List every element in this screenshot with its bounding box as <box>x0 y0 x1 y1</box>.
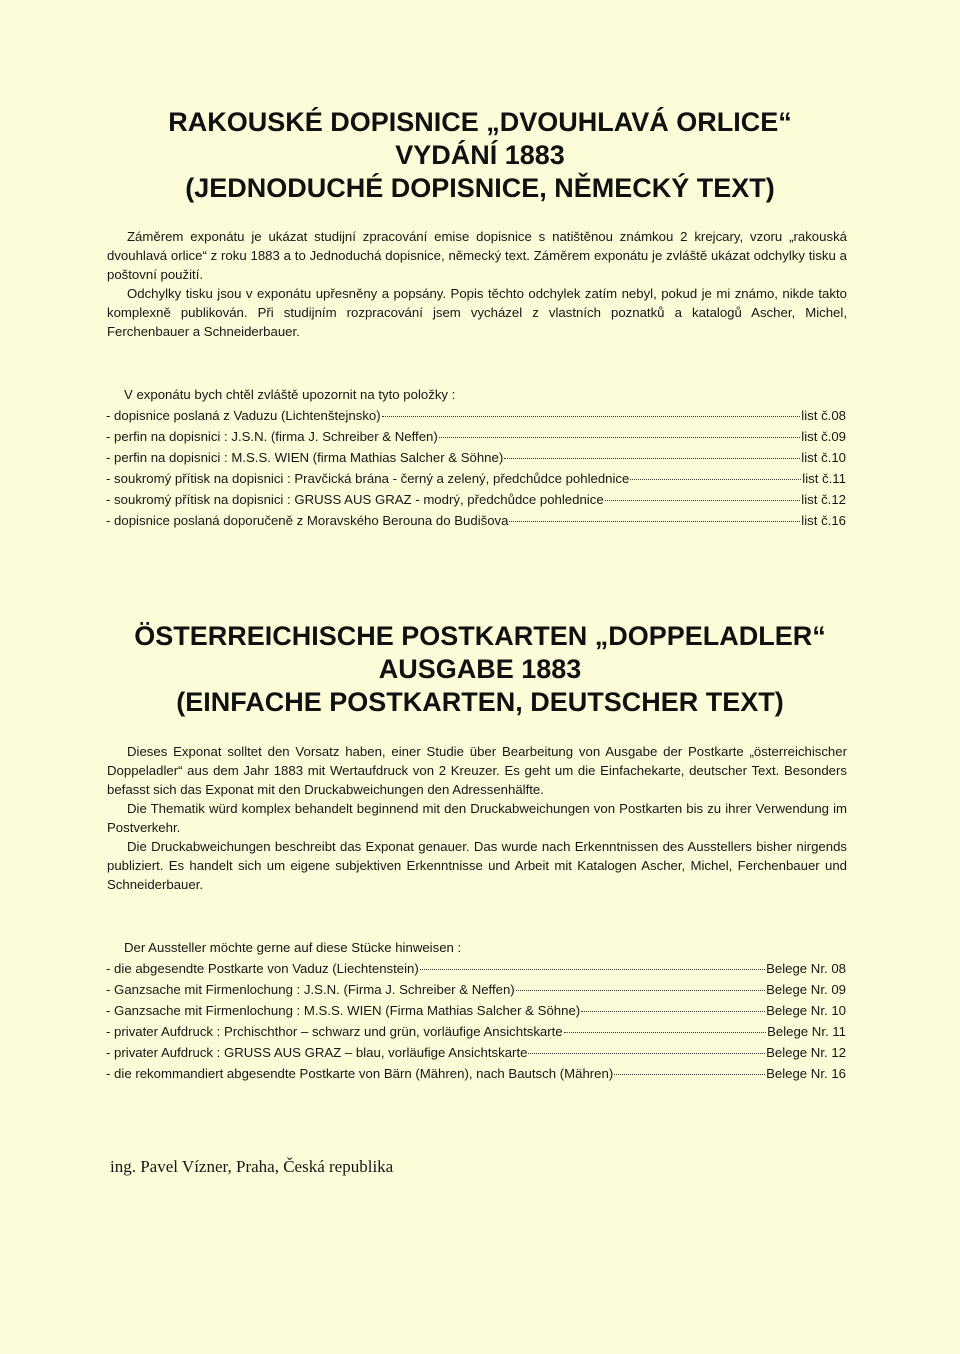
german-title-line: (EINFACHE POSTKARTEN, DEUTSCHER TEXT) <box>176 686 784 717</box>
list-item-text: - perfin na dopisnici : M.S.S. WIEN (firma Mathias Salcher & Söhne) <box>106 450 504 465</box>
dot-leader <box>614 1060 765 1075</box>
list-item-text: - Ganzsache mit Firmenlochung : J.S.N. (Firma J. Schreiber & Neffen) <box>106 982 515 997</box>
list-item-text: - soukromý přítisk na dopisnici : Pravčická brána - černý a zelený, předchůdce pohlednice <box>106 471 630 486</box>
author-signature: ing. Pavel Vízner, Praha, Česká republika <box>110 1157 394 1176</box>
list-item-ref: list č.10 <box>801 450 846 465</box>
dot-leader <box>420 955 765 970</box>
dot-leader <box>605 486 801 501</box>
list-item <box>106 1063 846 1084</box>
dot-leader <box>528 1039 765 1054</box>
dot-leader <box>516 976 765 991</box>
list-item-ref: Belege Nr. 08 <box>766 961 846 976</box>
list-item <box>106 510 846 531</box>
list-item-ref: Belege Nr. 12 <box>766 1045 846 1060</box>
list-item-text: - die rekommandiert abgesendte Postkarte von Bärn (Mähren), nach Bautsch (Mähren) <box>106 1066 614 1081</box>
dot-leader <box>504 444 800 459</box>
list-item-text: - die abgesendte Postkarte von Vaduz (Liechtenstein) <box>106 961 419 976</box>
list-item-text: - privater Aufdruck : GRUSS AUS GRAZ – blau, vorläufige Ansichtskarte <box>106 1045 528 1060</box>
dot-leader <box>630 465 801 480</box>
german-title-line: ÖSTERREICHISCHE POSTKARTEN „DOPPELADLER“ <box>134 621 826 651</box>
list-item-text: - Ganzsache mit Firmenlochung : M.S.S. WIEN (Firma Mathias Salcher & Söhne) <box>106 1003 581 1018</box>
list-item-ref: Belege Nr. 10 <box>766 1003 846 1018</box>
dot-leader <box>564 1018 766 1033</box>
list-item-ref: list č.11 <box>802 471 846 486</box>
german-list-intro: Der Aussteller möchte gerne auf diese Stücke hinweisen : <box>124 940 462 955</box>
dot-leader <box>382 402 801 417</box>
german-list <box>106 938 846 1084</box>
czech-intro <box>107 227 847 341</box>
czech-title <box>60 106 900 205</box>
list-item-text: - privater Aufdruck : Prchischthor – schwarz und grün, vorläufige Ansichtskarte <box>106 1024 563 1039</box>
czech-list <box>106 385 846 531</box>
german-paragraph: Die Thematik würd komplex behandelt beginnend mit den Druckabweichungen von Postkarten bis zu ihrer Verwendung im Postverkehr. <box>107 801 847 835</box>
list-item-ref: Belege Nr. 11 <box>767 1024 846 1039</box>
dot-leader <box>439 423 801 438</box>
list-item-ref: list č.09 <box>801 429 846 444</box>
czech-title-line: VYDÁNÍ 1883 <box>395 139 565 170</box>
german-intro <box>107 742 847 894</box>
czech-paragraph: Odchylky tisku jsou v exponátu upřesněny a popsány. Popis těchto odchylek zatím nebyl, pokud je mi známo, nikde takto komplexně publikován. Při studijním rozpracování jsem vycházel z vlastních poznatků a katalogů Ascher, Michel, Ferchenbauer a Schneiderbauer. <box>107 286 847 339</box>
dot-leader <box>581 997 765 1012</box>
list-item-text: - dopisnice poslaná doporučeně z Moravského Berouna do Budišova <box>106 513 509 528</box>
list-item-text: - perfin na dopisnici : J.S.N. (firma J. Schreiber & Neffen) <box>106 429 438 444</box>
czech-list-intro: V exponátu bych chtěl zvláště upozornit na tyto položky : <box>124 387 456 402</box>
czech-title-line: RAKOUSKÉ DOPISNICE „DVOUHLAVÁ ORLICE“ <box>168 107 792 137</box>
german-title <box>60 620 900 719</box>
list-item-ref: Belege Nr. 09 <box>766 982 846 997</box>
dot-leader <box>509 507 800 522</box>
list-item-text: - soukromý přítisk na dopisnici : GRUSS AUS GRAZ - modrý, předchůdce pohlednice <box>106 492 604 507</box>
german-title-line: AUSGABE 1883 <box>378 653 582 684</box>
list-item-ref: Belege Nr. 16 <box>766 1066 846 1081</box>
list-item-ref: list č.12 <box>801 492 846 507</box>
list-item-text: - dopisnice poslaná z Vaduzu (Lichtenštejnsko) <box>106 408 381 423</box>
czech-title-line: (JEDNODUCHÉ DOPISNICE, NĚMECKÝ TEXT) <box>185 172 775 203</box>
list-item-ref: list č.16 <box>801 513 846 528</box>
czech-paragraph: Záměrem exponátu je ukázat studijní zpracování emise dopisnice s natištěnou známkou 2 krejcary, vzoru „rakouská dvouhlavá orlice“ z roku 1883 a to Jednoduchá dopisnice, německý text. Záměrem exponátu je zvláště ukázat odchylky tisku a poštovní použití. <box>107 229 847 282</box>
german-paragraph: Die Druckabweichungen beschreibt das Exponat genauer. Das wurde nach Erkenntnissen des Ausstellers bisher nirgends publiziert. Es handelt sich um eigene subjektiven Erkenntnisse und Arbeit mit Katalogen Ascher, Michel, Ferchenbauer und Schneiderbauer. <box>107 839 847 892</box>
list-item-ref: list č.08 <box>801 408 846 423</box>
german-paragraph: Dieses Exponat solltet den Vorsatz haben, einer Studie über Bearbeitung von Ausgabe der Postkarte „österreichischer Doppeladler“ aus dem Jahr 1883 mit Wertaufdruck von 2 Kreuzer. Es geht um die Einfachekarte, deutscher Text. Besonders befasst sich das Exponat mit den Druckabweichungen den Adressenhälfte. <box>107 744 847 797</box>
